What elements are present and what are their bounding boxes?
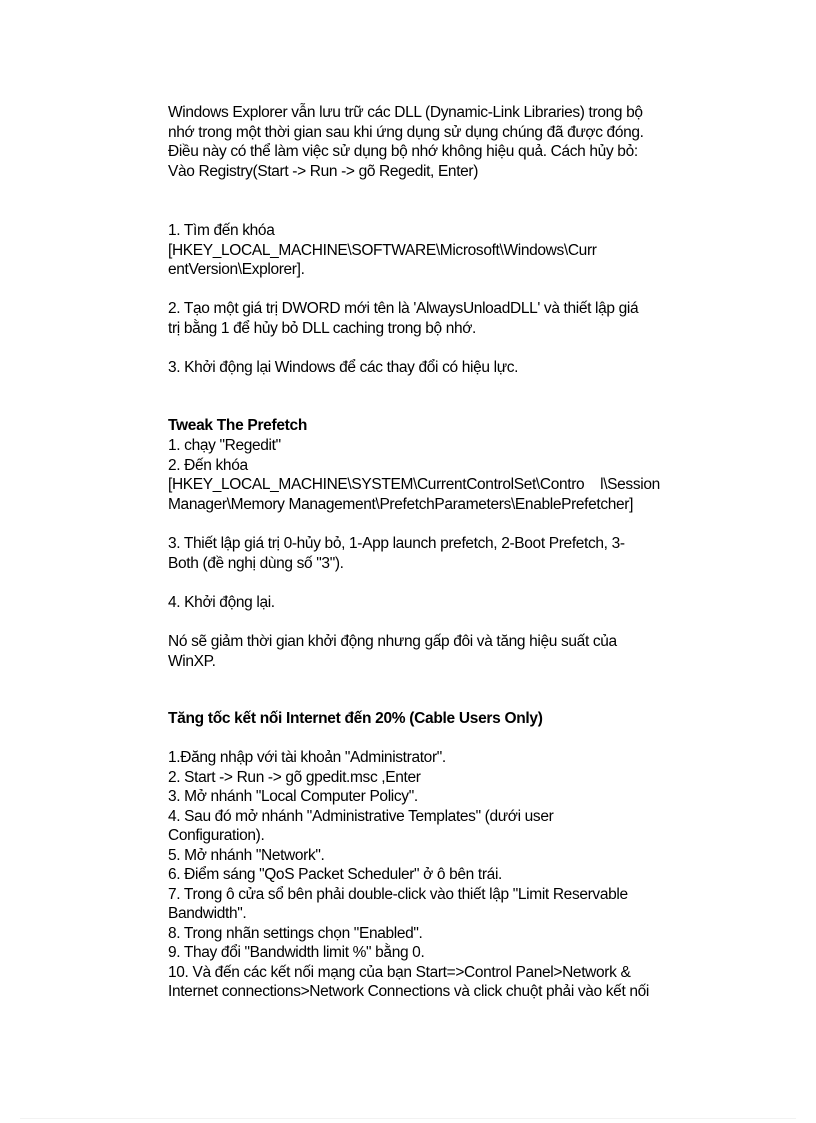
internet-steps	[168, 748, 728, 1002]
list-item: 1.Đăng nhập với tài khoản "Administrator".	[168, 749, 446, 766]
list-item: 2. Start -> Run -> gõ gpedit.msc ,Enter	[168, 768, 421, 786]
registry-path: entVersion\Explorer].	[168, 261, 305, 278]
registry-path: [HKEY_LOCAL_MACHINE\SOFTWARE\Microsoft\Windows\Curr	[168, 241, 597, 259]
dll-step-3	[168, 358, 728, 378]
prefetch-heading: Tweak The Prefetch	[168, 417, 308, 434]
list-item: 4. Sau đó mở nhánh "Administrative Templates" (dưới user	[168, 807, 554, 825]
prefetch-step-4	[168, 593, 728, 613]
dll-step-2	[168, 299, 728, 338]
intro-paragraph	[168, 103, 728, 181]
list-item: 5. Mở nhánh "Network".	[168, 846, 325, 864]
text-line: 2. Tạo một giá trị DWORD mới tên là 'AlwaysUnloadDLL' và thiết lập giá	[168, 300, 639, 317]
internet-heading-block	[168, 709, 728, 729]
registry-path: Manager\Memory Management\PrefetchParameters\EnablePrefetcher]	[168, 495, 634, 513]
text-line: nhớ trong một thời gian sau khi ứng dụng sử dụng chúng đã được đóng.	[168, 123, 644, 141]
text-line: Windows Explorer vẫn lưu trữ các DLL (Dynamic-Link Libraries) trong bộ	[168, 104, 643, 121]
list-item: Bandwidth".	[168, 905, 247, 922]
text-line: 3. Thiết lập giá trị 0-hủy bỏ, 1-App launch prefetch, 2-Boot Prefetch, 3-	[168, 535, 625, 552]
list-item: 10. Và đến các kết nối mạng của bạn Start=>Control Panel>Network &	[168, 963, 631, 981]
registry-path: [HKEY_LOCAL_MACHINE\SYSTEM\CurrentControlSet\Contro l\Session	[168, 476, 660, 493]
text-line: 3. Khởi động lại Windows để các thay đổi có hiệu lực.	[168, 359, 519, 376]
list-item: Configuration).	[168, 827, 265, 844]
text-line: 1. chạy "Regedit"	[168, 437, 281, 454]
text-line: 4. Khởi động lại.	[168, 594, 275, 611]
text-line: trị bằng 1 để hủy bỏ DLL caching trong bộ nhớ.	[168, 319, 477, 337]
text-line: Điều này có thể làm việc sử dụng bộ nhớ không hiệu quả. Cách hủy bỏ:	[168, 143, 638, 160]
text-line: Vào Registry(Start -> Run -> gõ Regedit, Enter)	[168, 162, 479, 180]
prefetch-note	[168, 632, 728, 671]
text-line: WinXP.	[168, 652, 216, 670]
dll-step-1	[168, 221, 728, 280]
text-line: 1. Tìm đến khóa	[168, 222, 275, 239]
text-line: 2. Đến khóa	[168, 456, 248, 474]
list-item: Internet connections>Network Connections và click chuột phải vào kết nối	[168, 983, 649, 1000]
list-item: 8. Trong nhãn settings chọn "Enabled".	[168, 924, 423, 942]
prefetch-step-3	[168, 534, 728, 573]
page-bottom-divider	[20, 1118, 796, 1119]
list-item: 3. Mở nhánh "Local Computer Policy".	[168, 788, 418, 805]
list-item: 7. Trong ô cửa sổ bên phải double-click vào thiết lập "Limit Reservable	[168, 885, 628, 903]
prefetch-section	[168, 416, 728, 514]
list-item: 6. Điểm sáng "QoS Packet Scheduler" ở ô bên trái.	[168, 866, 502, 883]
internet-heading: Tăng tốc kết nối Internet đến 20% (Cable Users Only)	[168, 710, 543, 727]
list-item: 9. Thay đổi "Bandwidth limit %" bằng 0.	[168, 944, 425, 961]
text-line: Both (đề nghị dùng số "3").	[168, 554, 344, 572]
text-line: Nó sẽ giảm thời gian khởi động nhưng gấp đôi và tăng hiệu suất của	[168, 633, 617, 650]
